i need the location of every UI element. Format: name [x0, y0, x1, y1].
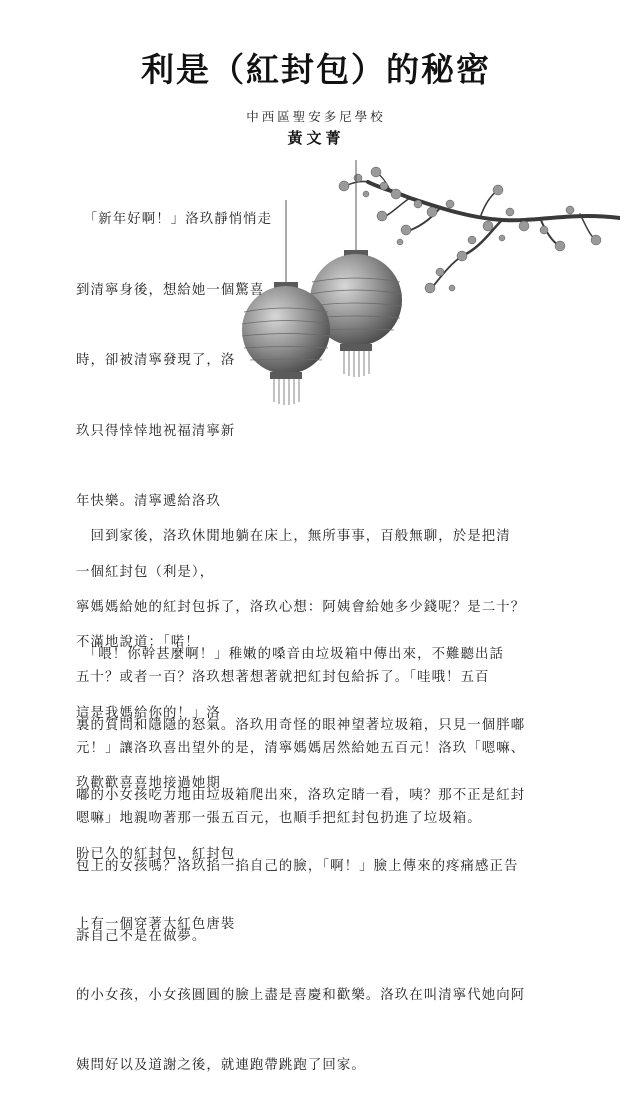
- text-line: 嗯嘛」地親吻著那一張五百元，也順手把紅封包扔進了垃圾箱。: [76, 811, 482, 826]
- text-line: 訴自己不是在做夢。: [76, 929, 207, 944]
- text-line: 一個紅封包（利是），: [76, 564, 215, 580]
- paragraph-3: [76, 596, 566, 972]
- text-line: 盼已久的紅封包，紅封包: [76, 846, 236, 862]
- text-line: 玖歡歡喜喜地接過她期: [76, 776, 221, 791]
- text-line: 回到家後，洛玖休閒地躺在床上，無所事事，百般無聊，於是把清: [76, 529, 511, 544]
- article-title: 利是（紅封包）的秘密: [141, 50, 491, 89]
- text-line: 姨問好以及道謝之後，就連跑帶跳跑了回家。: [76, 1058, 366, 1073]
- text-line: 裏的質問和隱隱的怒氣。洛玖用奇怪的眼神望著垃圾箱，只見一個胖嘟: [76, 717, 526, 733]
- text-line: 玖只得悻悻地祝福清寧新: [76, 423, 236, 439]
- text-line: 「喂！你幹甚麼啊！」稚嫩的嗓音由垃圾箱中傳出來，不難聽出話: [76, 647, 505, 662]
- text-line: 上有一個穿著大紅色唐裝: [76, 917, 236, 932]
- text-line: 時，卻被清寧發現了，洛: [76, 353, 236, 368]
- text-line: 元！」讓洛玖喜出望外的是，清寧媽媽居然給她五百元！洛玖「嗯嘛、: [76, 740, 526, 756]
- text-line: 寧媽媽給她的紅封包拆了，洛玖心想：阿姨會給她多少錢呢？是二十？: [76, 599, 526, 615]
- text-line: 年快樂。清寧遞給洛玖: [76, 494, 221, 509]
- school-name: 中西區聖安多尼學校: [246, 109, 386, 124]
- text-line: 到清寧身後，想給她一個驚喜: [76, 282, 265, 298]
- text-line: 不滿地說道：「喏！: [76, 635, 200, 650]
- text-line: 「新年好啊！」洛玖靜悄悄走: [76, 212, 273, 227]
- author-name: 黃文菁: [287, 129, 345, 147]
- text-line: 五十？或者一百？洛玖想著想著就把紅封包給拆了。「哇哦！五百: [76, 670, 490, 685]
- text-line: 包上的女孩嗎？洛玖掐一掐自己的臉，「啊！」臉上傳來的疼痛感正告: [76, 858, 519, 874]
- text-line: 這是我媽給你的！」洛: [76, 705, 221, 721]
- text-line: 嘟的小女孩吃力地由垃圾箱爬出來，洛玖定睛一看，咦？那不正是紅封: [76, 788, 526, 803]
- text-line: 的小女孩，小女孩圓圓的臉上盡是喜慶和歡樂。洛玖在叫清寧代她向阿: [76, 987, 526, 1003]
